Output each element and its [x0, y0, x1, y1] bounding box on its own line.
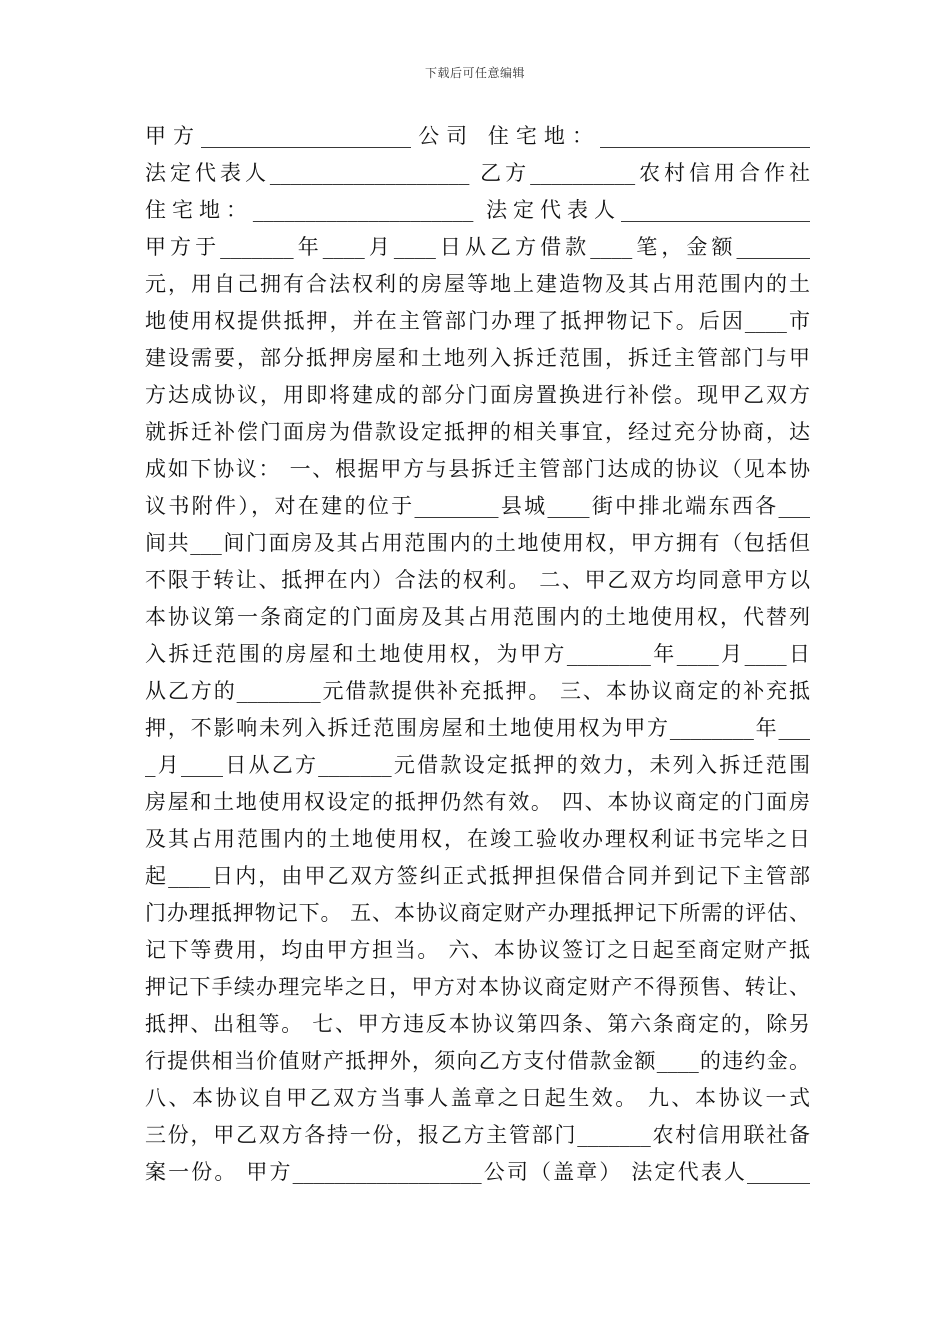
contract-line: 记下等费用，均由甲方担当。 六、本协议签订之日起至商定财产抵	[145, 938, 810, 962]
contract-line: 就拆迁补偿门面房为借款设定抵押的相关事宜，经过充分协商，达	[145, 420, 810, 444]
contract-line: 甲方于_______年____月____日从乙方借款____笔，金额_______	[145, 235, 810, 259]
contract-line: 甲方____________________公司 住宅地：____________________	[145, 124, 810, 148]
contract-line: 八、本协议自甲乙双方当事人盖章之日起生效。 九、本协议一式	[145, 1086, 810, 1110]
contract-line: 起____日内，由甲乙双方签纠正式抵押担保借合同并到记下主管部	[145, 864, 810, 888]
contract-line: 案一份。 甲方__________________公司（盖章） 法定代表人______	[145, 1160, 810, 1184]
contract-line: 住宅地：_____________________ 法定代表人__________________	[145, 198, 810, 222]
contract-line: 方达成协议，用即将建成的部分门面房置换进行补偿。现甲乙双方	[145, 383, 810, 407]
contract-line: 门办理抵押物记下。 五、本协议商定财产办理抵押记下所需的评估、	[145, 901, 810, 925]
contract-line: 押记下手续办理完毕之日，甲方对本协议商定财产不得预售、转让、	[145, 975, 810, 999]
contract-line: 及其占用范围内的土地使用权，在竣工验收办理权利证书完毕之日	[145, 827, 810, 851]
contract-body	[145, 118, 810, 1191]
contract-line: 押，不影响未列入拆迁范围房屋和土地使用权为甲方________年___	[145, 716, 810, 740]
contract-line: 议书附件），对在建的位于________县城____街中排北端东西各___	[145, 494, 810, 518]
contract-line: 三份，甲乙双方各持一份，报乙方主管部门_______农村信用联社备	[145, 1123, 810, 1147]
contract-line: 法定代表人___________________ 乙方__________农村信用合作社	[145, 161, 810, 185]
contract-line: 入拆迁范围的房屋和土地使用权，为甲方________年____月____日	[145, 642, 810, 666]
contract-line: 间共___间门面房及其占用范围内的土地使用权，甲方拥有（包括但	[145, 531, 810, 555]
contract-line: 行提供相当价值财产抵押外，须向乙方支付借款金额____的违约金。	[145, 1049, 810, 1073]
page-header-note: 下载后可任意编辑	[424, 66, 525, 80]
contract-line: 本协议第一条商定的门面房及其占用范围内的土地使用权，代替列	[145, 605, 810, 629]
contract-line: _月____日从乙方_______元借款设定抵押的效力，未列入拆迁范围	[145, 753, 810, 777]
contract-line: 抵押、出租等。 七、甲方违反本协议第四条、第六条商定的，除另	[145, 1012, 810, 1036]
contract-line: 不限于转让、抵押在内）合法的权利。 二、甲乙双方均同意甲方以	[145, 568, 810, 592]
contract-line: 元，用自己拥有合法权利的房屋等地上建造物及其占用范围内的土	[145, 272, 810, 296]
contract-line: 地使用权提供抵押，并在主管部门办理了抵押物记下。后因____市	[145, 309, 810, 333]
contract-line: 成如下协议： 一、根据甲方与县拆迁主管部门达成的协议（见本协	[145, 457, 810, 481]
contract-line: 房屋和土地使用权设定的抵押仍然有效。 四、本协议商定的门面房	[145, 790, 810, 814]
contract-line: 从乙方的________元借款提供补充抵押。 三、本协议商定的补充抵	[145, 679, 810, 703]
contract-line: 建设需要，部分抵押房屋和土地列入拆迁范围，拆迁主管部门与甲	[145, 346, 810, 370]
